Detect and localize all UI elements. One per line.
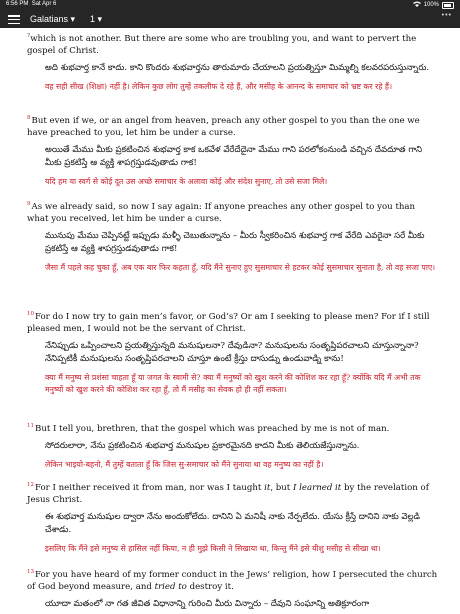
chapter-selector[interactable]: 1 ▾ <box>90 14 103 24</box>
verse-hindi: क्या मैं मनुष्य से प्रशंसा चाहता हूँ या जगत के स्वामी से? क्या मैं मनुष्यों को खुश करने की कोशिश कर रहा हूँ? क्योंकि यदि मैं अभी तक मनुष्यों को खुश करने की कोशिश कर रहा हूँ, तो मैं मसीह का सेवक हो ही नहीं सकता। <box>45 372 421 394</box>
verse-telugu: అయితే మేము మీకు ప్రకటించిన శుభవార్త కాక ఒకవేళ వేరేదేదైనా మేము గాని పరలోకంనుండి వచ్చిన దేవదూత గాని మీకు ప్రకటిస్తే ఆ వ్యక్తి శాపగ్రస్తుడవుతాడు గాక! <box>45 144 422 168</box>
verse-7 <box>27 30 439 93</box>
nav-bar <box>0 10 460 28</box>
status-bar <box>0 0 460 10</box>
verse-hindi: जैसा मैं पहले कह चुका हूँ, अब एक बार फिर कहता हूँ, यदि मैंने सुनाए हुए सुसमाचार से हटकर कोई सुसमाचार सुनाता है, तो वह सजा पाए। <box>45 262 436 272</box>
verse-number: 9 <box>27 201 31 207</box>
verse-telugu: మునుపు మేము చెప్పినట్టే ఇప్పుడు మళ్ళీ చెబుతున్నాను – మీరు స్వీకరించిన శుభవార్త గాక వేరేది ఎవరైనా సరే మీకు ప్రకటిస్తే ఆ వ్యక్తి శాపగ్రస్తుడవుతాడు గాక! <box>45 230 425 254</box>
verse-11 <box>27 420 439 471</box>
wifi-icon <box>413 1 421 9</box>
verse-number: 8 <box>27 115 31 121</box>
verse-telugu: నేనిప్పుడు ఒప్పించాలని ప్రయత్నిస్తున్నది మనుషులనా? దేవుడినా? మనుషులను సంతృప్తిపరచాలని చూస్తున్నానా? నేనిప్పటికీ మనుషులను సంతృప్తిపరచాలని చూస్తూ ఉంటే క్రీస్తు దాసుడ్ను ఉండువాడ్ని కాను! <box>45 340 419 364</box>
battery-percent: 100% <box>423 2 439 8</box>
reading-pane[interactable] <box>0 28 460 614</box>
verse-hindi: लेकिन भाइयो-बहनो, मैं तुम्हें बताता हूँ कि जिस सु-समाचार को मैंने सुनाया था वह मनुष्य का नहीं है। <box>45 459 324 469</box>
verse-hindi: इसलिए कि मैंने इसे मनुष्य से हासिल नहीं किया, न ही मुझे किसी ने सिखाया था, किन्तु मैंने इसे यीशु मसीह से सीखा था। <box>45 543 381 553</box>
verse-telugu: ఈ శుభవార్త మనుషుల ద్వారా నేను అందుకోలేదు. దానిని ఏ మనిషీ నాకు నేర్పలేదు. యేసు క్రీస్తే దానిని నాకు వెల్లడి చేశాడు. <box>45 511 420 535</box>
verse-english: $^9$As we already said, so now I say again: If anyone preaches any other gospel to you than what you received, let him be under a curse. <box>27 201 416 224</box>
verse-12 <box>27 479 439 555</box>
verse-english: $^{12}$For I neither received it from man, nor was I taught it, but I learned it by the revelation of Jesus Christ. <box>27 482 429 505</box>
book-selector[interactable]: Galatians ▾ <box>30 14 76 24</box>
verse-9 <box>27 198 439 274</box>
battery-icon <box>442 2 454 9</box>
verse-hindi: यदि हम या स्वर्ग से कोई दूत उस अच्छे समाचार के अलावा कोई और संदेश सुनाए, तो उसे सजा मिले। <box>45 176 328 186</box>
verse-number: 11 <box>27 423 34 429</box>
verse-10 <box>27 308 439 396</box>
verse-telugu: అది శుభవార్త కానే కాదు. కాని కొందరు శుభవార్తను తారుమారు చేయాలని ప్రయత్నిస్తూ మిమ్మల్ని కలవరపరుస్తున్నారు. <box>45 62 430 73</box>
verse-number: 13 <box>27 569 34 575</box>
verse-number: 12 <box>27 482 34 488</box>
verse-english: $^{11}$But I tell you, brethren, that the gospel which was preached by me is not of man. <box>27 423 390 434</box>
verse-telugu: యూదా మతంలో నా గత జీవిత విధానాన్ని గురించి మీరు విన్నారు – దేవుని సంఘాన్ని అతిక్రూరంగా <box>45 598 370 609</box>
more-icon[interactable]: ••• <box>441 12 452 19</box>
verse-13 <box>27 566 439 611</box>
verse-telugu: సోదరులారా, నేను ప్రకటించిన శుభవార్త మనుషుల ప్రకారమైనది కాదని మీకు తెలియజేస్తున్నాను. <box>45 440 360 451</box>
verse-number: 10 <box>27 311 34 317</box>
verse-hindi: वह सही सीख (शिक्षा) नहीं है। लेकिन कुछ लोग तुम्हें तकलीफ दे रहे हैं, और मसीह के आनन्द के समाचार को भ्रष्ट कर रहे हैं। <box>45 81 393 91</box>
status-right <box>413 1 454 9</box>
verse-english: $^{13}$For you have heard of my former conduct in the Jews’ religion, how I persecuted the church of God beyond measure, and tried to destroy it. <box>27 569 438 592</box>
status-time: 6:56 PM Sat Apr 6 <box>6 1 57 7</box>
verse-english: $^{10}$For do I now try to gain men’s favor, or God’s? Or am I seeking to please men? For if I still pleased men, I would not be the servant of Christ. <box>27 311 430 334</box>
verse-8 <box>27 112 439 188</box>
menu-icon[interactable] <box>8 13 20 25</box>
verse-english: $^7$which is not another. But there are some who are troubling you, and want to pervert the gospel of Christ. <box>27 33 417 56</box>
verse-english: $^8$But even if we, or an angel from heaven, preach any other gospel to you than the one we have preached to you, let him be under a curse. <box>27 115 420 138</box>
